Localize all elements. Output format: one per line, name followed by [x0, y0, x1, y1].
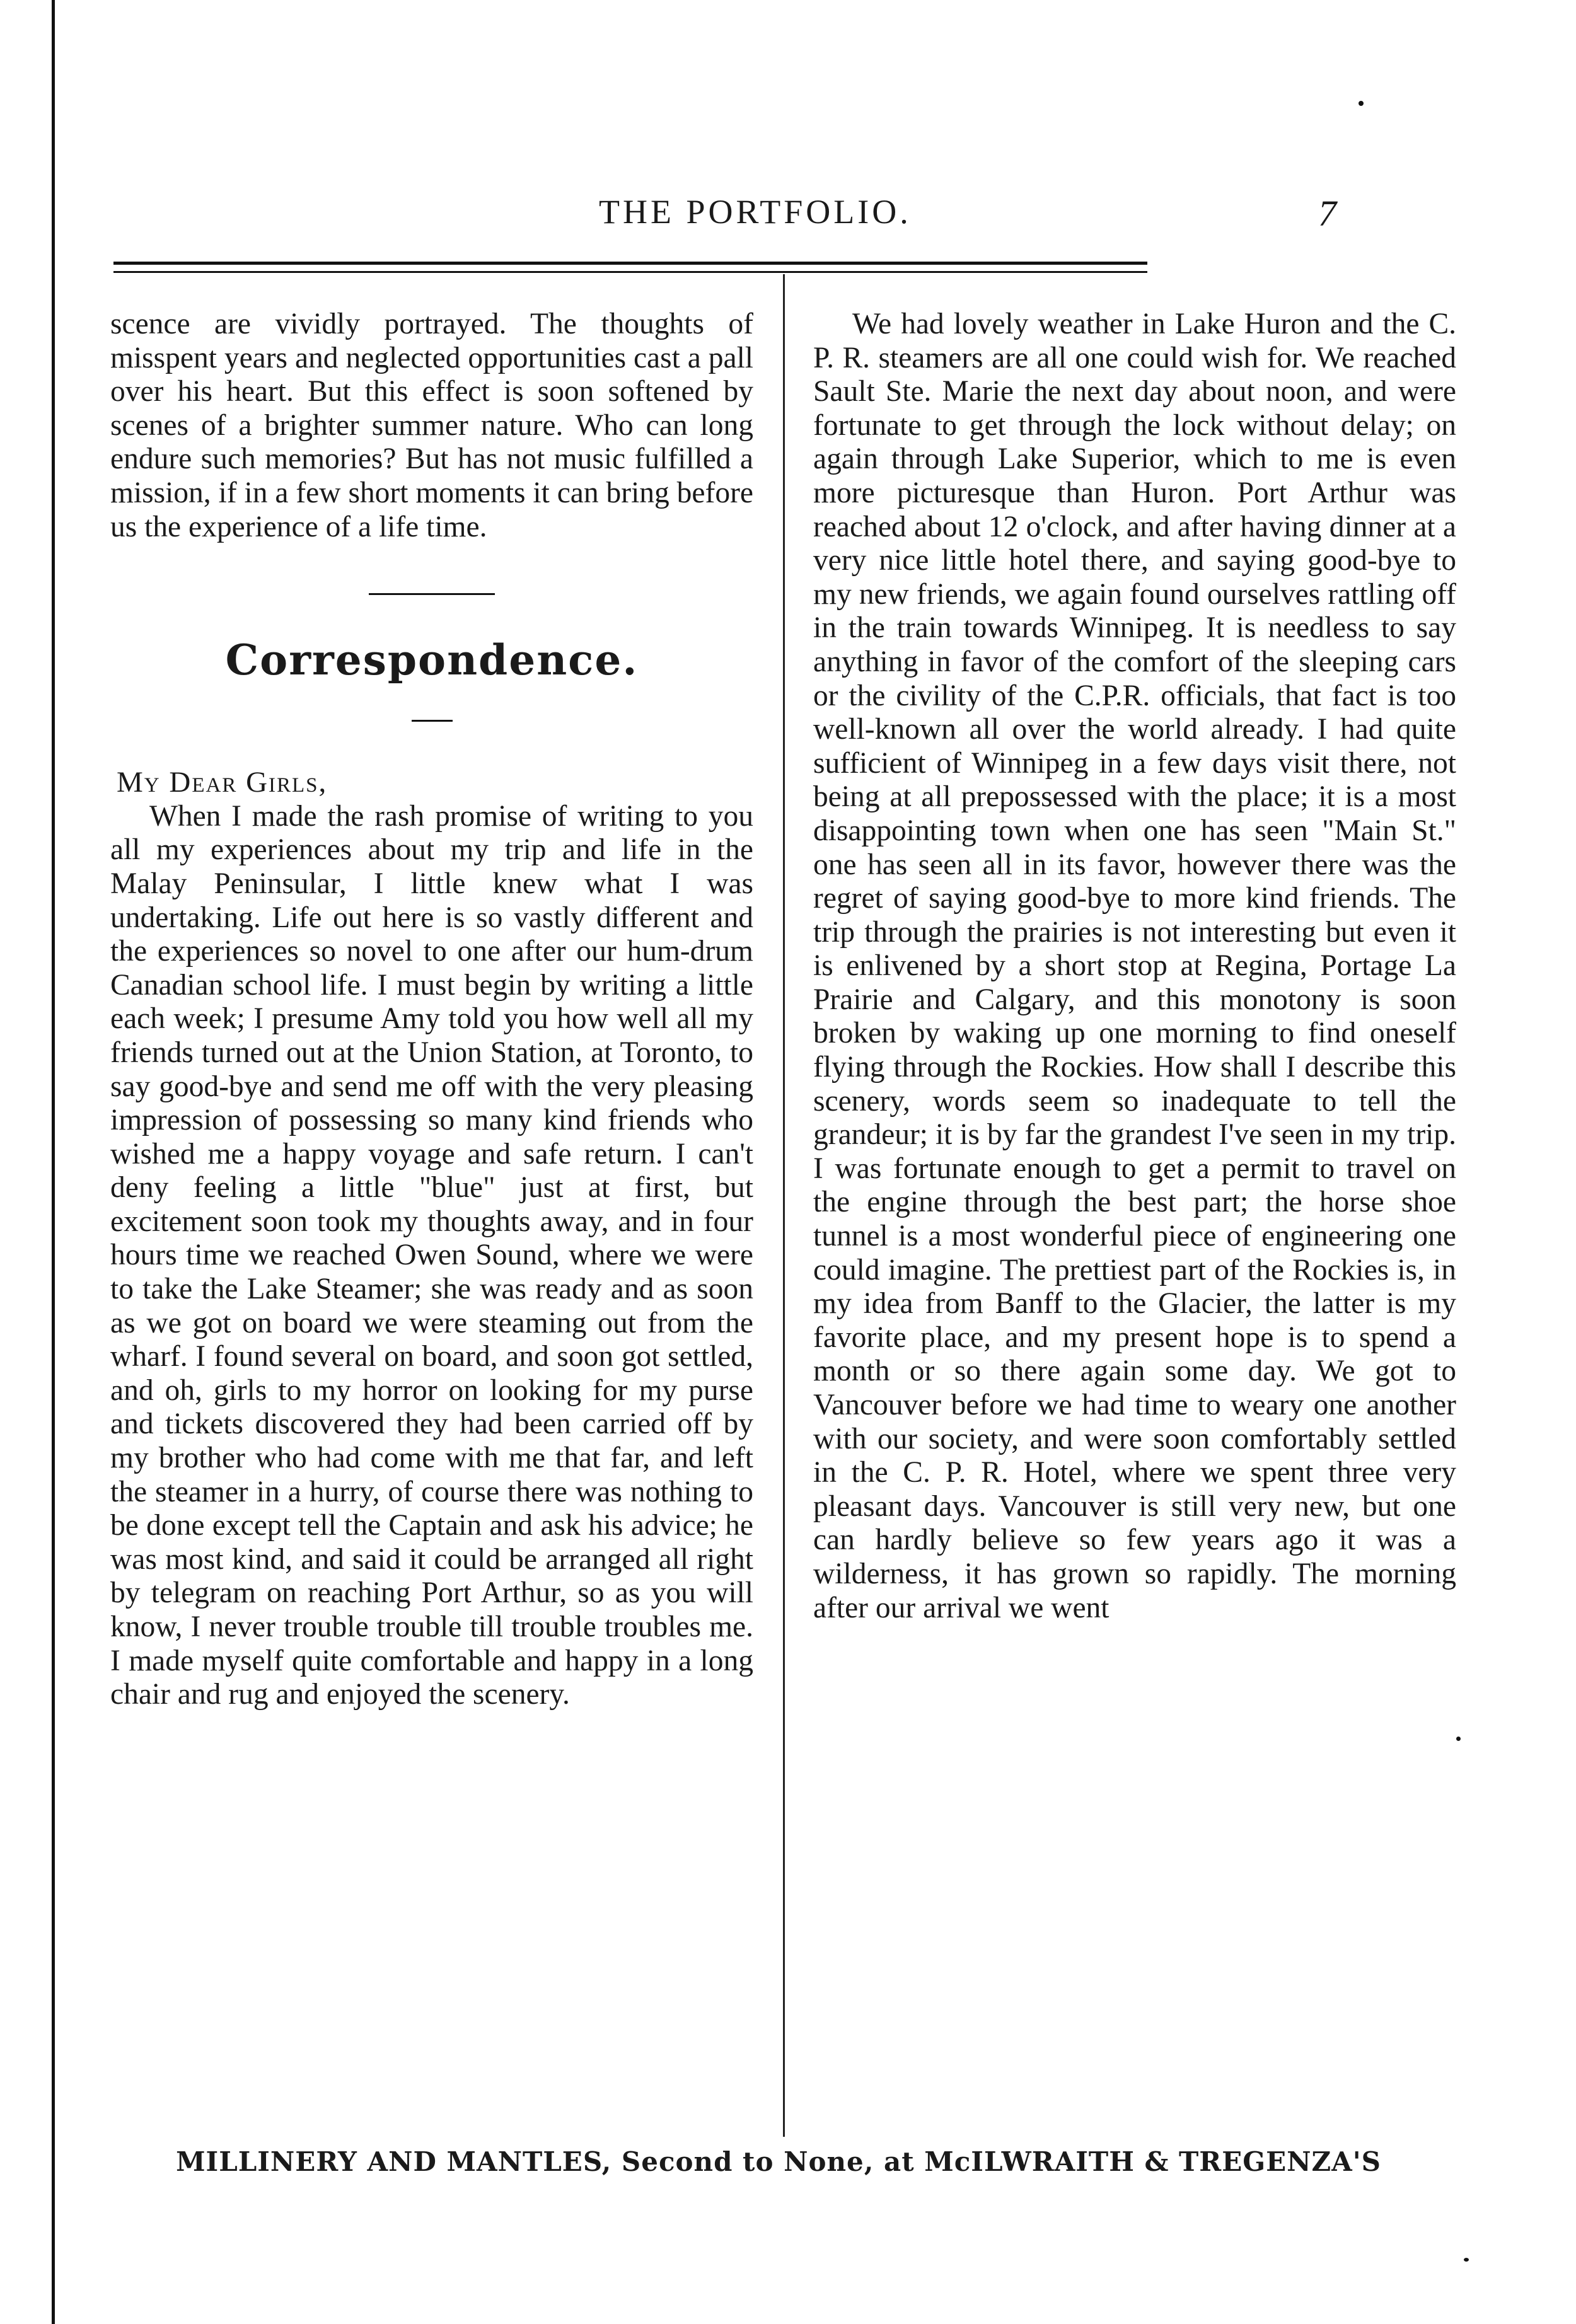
heading-underline-rule — [412, 720, 453, 722]
letter-paragraph: When I made the rash promise of writing to you all my experiences about my trip and life in the Malay Peninsular, I little knew what I was undertaking. Life out here is so vastly different and the experiences so novel to one after our hum-drum Canadian school life. I must begin by writing a little each week; I presume Amy told you how well all my friends turned out at the Union Station, at Toronto, to say good-bye and send me off with the very pleasing impression of possessing so many kind friends who wished me a happy voyage and safe return. I can't deny feeling a little "blue" just at first, but excitement soon took my thoughts away, and in four hours time we reached Owen Sound, where we were to take the Lake Steamer; she was ready and as soon as we got on board we were steaming out from the wharf. I found several on board, and soon got settled, and oh, girls to my horror on looking for my purse and tickets discovered they had been carried off by my brother who had come with me that far, and left the steamer in a hurry, of course there was nothing to be done except tell the Captain and ask his advice; he was most kind, and said it could be arranged all right by telegram on reaching Port Arthur, so as you will know, I never trouble trouble till trouble troubles me. I made myself quite comfortable and happy in a long chair and rug and enjoyed the scenery. — [110, 799, 753, 1711]
continued-paragraph: scence are vividly portrayed. The thoughts of misspent years and neglected opportunities cast a pall over his heart. But this effect is soon softened by scenes of a brighter summer nature. Who can long endure such memories? But has not music fulfilled a mission, if in a few short moments it can bring before us the experience of a life time. — [110, 308, 753, 543]
header-rule-thin — [113, 271, 1147, 273]
section-heading: Correspondence. — [225, 635, 639, 685]
column-divider — [783, 274, 785, 2137]
page-header — [113, 192, 1336, 249]
footer-advertisement: MILLINERY AND MANTLES, Second to None, at McILWRAITH & TREGENZA'S — [176, 2146, 1381, 2177]
page-number: 7 — [1318, 193, 1336, 234]
paper-speck — [1456, 1737, 1461, 1741]
right-column-paragraph: We had lovely weather in Lake Huron and the C. P. R. steamers are all one could wish for. We reached Sault Ste. Marie the next day about noon, and were fortunate to get through the lock without delay; on again through Lake Superior, which to me is even more picturesque than Huron. Port Arthur was reached about 12 o'clock, and after having dinner at a very nice little hotel there, and saying good-bye to my new friends, we again found ourselves rattling off in the train towards Winnipeg. It is needless to say anything in favor of the comfort of the sleeping cars or the civility of the C.P.R. officials, that fact is too well-known all over the world already. I had quite sufficient of Winnipeg in a few days visit there, not being at all prepossessed with the place; it is a most disappointing town when one has seen "Main St." one has seen all in its favor, however there was the regret of saying good-bye to more kind friends. The trip through the prairies is not interesting but even it is enlivened by a short stop at Regina, Portage La Prairie and Calgary, and this monotony is soon broken by waking up one morning to find oneself flying through the Rockies. How shall I describe this scenery, words seem so inadequate to tell the grandeur; it is by far the grandest I've seen in my trip. I was fortunate enough to get a permit to travel on the engine through the best part; the horse shoe tunnel is a most wonderful piece of engineering one could imagine. The prettiest part of the Rockies is, in my idea from Banff to the Glacier, the latter is my favorite place, and my present hope is to spend a month or so there again some day. We got to Vancouver before we had time to weary one another with our society, and were soon comfortably settled in the C. P. R. Hotel, where we spent three very pleasant days. Vancouver is still very new, but one can hardly believe so few years ago it was a wilderness, it has grown so rapidly. The morning after our arrival we went — [813, 308, 1456, 1624]
letter-salutation: My Dear Girls, — [117, 766, 328, 799]
paper-speck — [1359, 101, 1364, 106]
section-separator-rule — [369, 593, 495, 595]
paper-speck — [1464, 2258, 1469, 2262]
header-rule-thick — [113, 262, 1147, 265]
right-column — [813, 308, 1456, 1625]
running-title: THE PORTFOLIO. — [599, 193, 912, 231]
page-binding-edge — [52, 0, 55, 2324]
left-column — [110, 308, 753, 1712]
